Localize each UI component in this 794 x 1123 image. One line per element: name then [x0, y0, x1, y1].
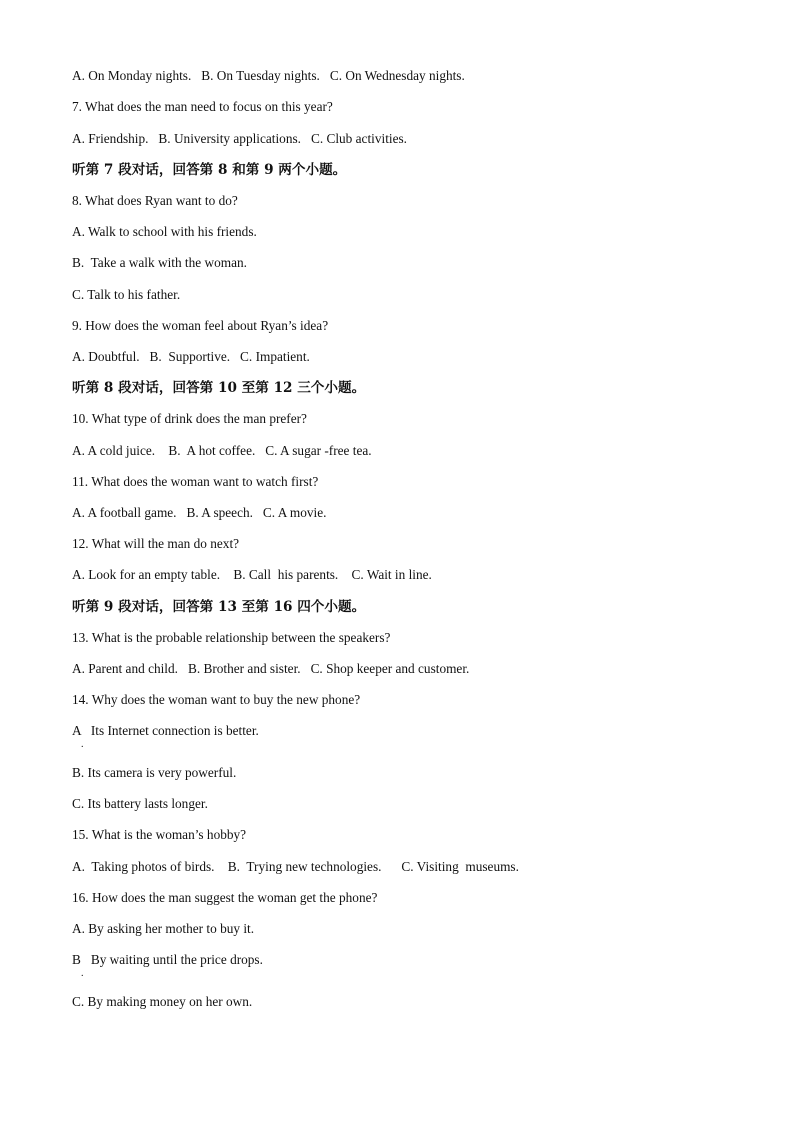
- q11-options: A. A football game. B. A speech. C. A movie.: [72, 505, 327, 520]
- q8-option-b: B. Take a walk with the woman.: [72, 255, 247, 270]
- q8-option-c: C. Talk to his father.: [72, 287, 181, 302]
- q15-options: A. Taking photos of birds. B. Trying new technologies. C. Visiting museums.: [72, 859, 519, 874]
- q10-options: A. A cold juice. B. A hot coffee. C. A sugar -free tea.: [72, 443, 372, 458]
- section-heading-8: 听第 8 段对话，回答第 10 至第 12 三个小题。: [72, 380, 366, 396]
- section-heading-9: 听第 9 段对话，回答第 13 至第 16 四个小题。: [72, 599, 366, 615]
- q14-option-b: B. Its camera is very powerful.: [72, 765, 237, 780]
- q11-question: 11. What does the woman want to watch first?: [72, 474, 319, 489]
- q7-options: A. Friendship. B. University applications. C. Club activities.: [72, 131, 407, 146]
- q12-options: A. Look for an empty table. B. Call his parents. C. Wait in line.: [72, 567, 432, 582]
- q13-options: A. Parent and child. B. Brother and sister. C. Shop keeper and customer.: [72, 661, 470, 676]
- stray-dot: .: [81, 739, 84, 750]
- q14-option-a: A Its Internet connection is better.: [72, 723, 259, 738]
- q14-question: 14. Why does the woman want to buy the new phone?: [72, 692, 361, 707]
- q15-question: 15. What is the woman’s hobby?: [72, 827, 247, 842]
- q8-question: 8. What does Ryan want to do?: [72, 193, 238, 208]
- q16-option-c: C. By making money on her own.: [72, 994, 253, 1009]
- q16-question: 16. How does the man suggest the woman get the phone?: [72, 890, 378, 905]
- stray-dot: .: [81, 968, 84, 979]
- q16-option-a: A. By asking her mother to buy it.: [72, 921, 255, 936]
- section-heading-7: 听第 7 段对话，回答第 8 和第 9 两个小题。: [72, 162, 347, 178]
- q9-question: 9. How does the woman feel about Ryan’s idea?: [72, 318, 329, 333]
- q8-option-a: A. Walk to school with his friends.: [72, 224, 257, 239]
- q7-question: 7. What does the man need to focus on this year?: [72, 99, 333, 114]
- q13-question: 13. What is the probable relationship between the speakers?: [72, 630, 391, 645]
- q12-question: 12. What will the man do next?: [72, 536, 240, 551]
- q9-options: A. Doubtful. B. Supportive. C. Impatient.: [72, 349, 310, 364]
- q6-options: A. On Monday nights. B. On Tuesday nights. C. On Wednesday nights.: [72, 68, 465, 83]
- q14-option-c: C. Its battery lasts longer.: [72, 796, 208, 811]
- q16-option-b: B By waiting until the price drops.: [72, 952, 263, 967]
- q10-question: 10. What type of drink does the man prefer?: [72, 411, 307, 426]
